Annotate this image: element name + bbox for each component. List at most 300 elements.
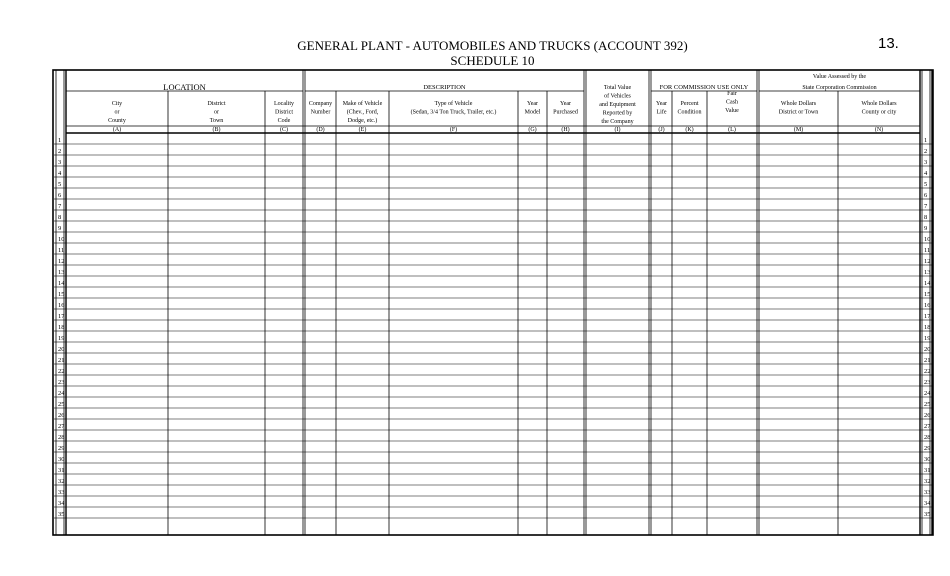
entry-cell-whole_dollars_county[interactable] [839, 167, 920, 177]
entry-cell-year_life[interactable] [652, 486, 672, 496]
entry-cell-city[interactable] [67, 387, 168, 397]
entry-cell-year_life[interactable] [652, 332, 672, 342]
entry-cell-district[interactable] [169, 431, 265, 441]
entry-cell-company[interactable] [306, 299, 336, 309]
entry-cell-make[interactable] [337, 255, 389, 265]
entry-cell-whole_dollars_district[interactable] [760, 189, 838, 199]
entry-cell-city[interactable] [67, 178, 168, 188]
entry-cell-make[interactable] [337, 431, 389, 441]
entry-cell-district[interactable] [169, 376, 265, 386]
entry-cell-year_life[interactable] [652, 365, 672, 375]
entry-cell-make[interactable] [337, 409, 389, 419]
entry-cell-year_purchased[interactable] [548, 464, 584, 474]
entry-cell-company[interactable] [306, 365, 336, 375]
entry-cell-year_model[interactable] [519, 442, 547, 452]
entry-cell-whole_dollars_county[interactable] [839, 244, 920, 254]
entry-cell-whole_dollars_district[interactable] [760, 508, 838, 518]
entry-cell-whole_dollars_district[interactable] [760, 409, 838, 419]
entry-cell-whole_dollars_district[interactable] [760, 167, 838, 177]
entry-cell-percent_condition[interactable] [673, 211, 707, 221]
entry-cell-percent_condition[interactable] [673, 266, 707, 276]
entry-cell-whole_dollars_district[interactable] [760, 244, 838, 254]
entry-cell-fair_cash[interactable] [708, 486, 757, 496]
entry-cell-year_life[interactable] [652, 288, 672, 298]
entry-cell-city[interactable] [67, 255, 168, 265]
entry-cell-percent_condition[interactable] [673, 134, 707, 144]
entry-cell-year_life[interactable] [652, 354, 672, 364]
entry-cell-year_purchased[interactable] [548, 189, 584, 199]
entry-cell-total_value[interactable] [587, 189, 649, 199]
entry-cell-locality[interactable] [266, 508, 303, 518]
entry-cell-locality[interactable] [266, 387, 303, 397]
entry-cell-type[interactable] [390, 233, 518, 243]
entry-cell-make[interactable] [337, 200, 389, 210]
entry-cell-year_life[interactable] [652, 376, 672, 386]
entry-cell-company[interactable] [306, 288, 336, 298]
entry-cell-percent_condition[interactable] [673, 354, 707, 364]
entry-cell-total_value[interactable] [587, 266, 649, 276]
entry-cell-whole_dollars_county[interactable] [839, 398, 920, 408]
entry-cell-company[interactable] [306, 508, 336, 518]
entry-cell-total_value[interactable] [587, 420, 649, 430]
entry-cell-whole_dollars_county[interactable] [839, 508, 920, 518]
entry-cell-make[interactable] [337, 156, 389, 166]
entry-cell-city[interactable] [67, 299, 168, 309]
entry-cell-company[interactable] [306, 420, 336, 430]
entry-cell-make[interactable] [337, 288, 389, 298]
entry-cell-percent_condition[interactable] [673, 222, 707, 232]
entry-cell-locality[interactable] [266, 211, 303, 221]
entry-cell-year_life[interactable] [652, 508, 672, 518]
entry-cell-percent_condition[interactable] [673, 431, 707, 441]
entry-cell-whole_dollars_district[interactable] [760, 310, 838, 320]
entry-cell-city[interactable] [67, 431, 168, 441]
entry-cell-locality[interactable] [266, 189, 303, 199]
entry-cell-locality[interactable] [266, 420, 303, 430]
entry-cell-company[interactable] [306, 442, 336, 452]
entry-cell-district[interactable] [169, 244, 265, 254]
entry-cell-year_purchased[interactable] [548, 266, 584, 276]
entry-cell-whole_dollars_county[interactable] [839, 222, 920, 232]
entry-cell-percent_condition[interactable] [673, 486, 707, 496]
entry-cell-city[interactable] [67, 420, 168, 430]
entry-cell-percent_condition[interactable] [673, 387, 707, 397]
entry-cell-district[interactable] [169, 321, 265, 331]
entry-cell-year_model[interactable] [519, 233, 547, 243]
entry-cell-year_model[interactable] [519, 211, 547, 221]
entry-cell-year_purchased[interactable] [548, 376, 584, 386]
entry-cell-whole_dollars_district[interactable] [760, 156, 838, 166]
entry-cell-type[interactable] [390, 134, 518, 144]
entry-cell-year_model[interactable] [519, 288, 547, 298]
entry-cell-percent_condition[interactable] [673, 475, 707, 485]
entry-cell-type[interactable] [390, 497, 518, 507]
entry-cell-year_model[interactable] [519, 255, 547, 265]
entry-cell-district[interactable] [169, 343, 265, 353]
entry-cell-district[interactable] [169, 354, 265, 364]
entry-cell-company[interactable] [306, 200, 336, 210]
entry-cell-fair_cash[interactable] [708, 398, 757, 408]
entry-cell-year_model[interactable] [519, 189, 547, 199]
entry-cell-percent_condition[interactable] [673, 420, 707, 430]
entry-cell-type[interactable] [390, 299, 518, 309]
entry-cell-fair_cash[interactable] [708, 211, 757, 221]
entry-cell-make[interactable] [337, 189, 389, 199]
entry-cell-make[interactable] [337, 145, 389, 155]
entry-cell-locality[interactable] [266, 178, 303, 188]
entry-cell-fair_cash[interactable] [708, 354, 757, 364]
entry-cell-whole_dollars_county[interactable] [839, 409, 920, 419]
entry-cell-year_model[interactable] [519, 321, 547, 331]
entry-cell-company[interactable] [306, 145, 336, 155]
entry-cell-year_model[interactable] [519, 376, 547, 386]
entry-cell-district[interactable] [169, 167, 265, 177]
entry-cell-whole_dollars_district[interactable] [760, 266, 838, 276]
entry-cell-company[interactable] [306, 211, 336, 221]
entry-cell-city[interactable] [67, 321, 168, 331]
entry-cell-fair_cash[interactable] [708, 156, 757, 166]
entry-cell-district[interactable] [169, 233, 265, 243]
entry-cell-whole_dollars_county[interactable] [839, 266, 920, 276]
entry-cell-year_model[interactable] [519, 486, 547, 496]
entry-cell-locality[interactable] [266, 442, 303, 452]
entry-cell-percent_condition[interactable] [673, 310, 707, 320]
entry-cell-percent_condition[interactable] [673, 145, 707, 155]
entry-cell-year_life[interactable] [652, 134, 672, 144]
entry-cell-whole_dollars_county[interactable] [839, 288, 920, 298]
entry-cell-company[interactable] [306, 233, 336, 243]
entry-cell-whole_dollars_county[interactable] [839, 178, 920, 188]
entry-cell-fair_cash[interactable] [708, 233, 757, 243]
entry-cell-make[interactable] [337, 222, 389, 232]
entry-cell-year_life[interactable] [652, 156, 672, 166]
entry-cell-city[interactable] [67, 486, 168, 496]
entry-cell-city[interactable] [67, 266, 168, 276]
entry-cell-make[interactable] [337, 178, 389, 188]
entry-cell-year_purchased[interactable] [548, 156, 584, 166]
entry-cell-year_model[interactable] [519, 167, 547, 177]
entry-cell-district[interactable] [169, 486, 265, 496]
entry-cell-make[interactable] [337, 464, 389, 474]
entry-cell-year_purchased[interactable] [548, 145, 584, 155]
entry-cell-company[interactable] [306, 321, 336, 331]
entry-cell-company[interactable] [306, 475, 336, 485]
entry-cell-fair_cash[interactable] [708, 409, 757, 419]
entry-cell-whole_dollars_county[interactable] [839, 233, 920, 243]
entry-cell-total_value[interactable] [587, 167, 649, 177]
entry-cell-type[interactable] [390, 310, 518, 320]
entry-cell-total_value[interactable] [587, 354, 649, 364]
entry-cell-year_life[interactable] [652, 387, 672, 397]
entry-cell-whole_dollars_district[interactable] [760, 365, 838, 375]
entry-cell-whole_dollars_district[interactable] [760, 475, 838, 485]
entry-cell-percent_condition[interactable] [673, 244, 707, 254]
entry-cell-whole_dollars_county[interactable] [839, 321, 920, 331]
entry-cell-district[interactable] [169, 332, 265, 342]
entry-cell-city[interactable] [67, 376, 168, 386]
entry-cell-percent_condition[interactable] [673, 321, 707, 331]
entry-cell-total_value[interactable] [587, 178, 649, 188]
entry-cell-whole_dollars_county[interactable] [839, 453, 920, 463]
entry-cell-year_model[interactable] [519, 387, 547, 397]
entry-cell-year_purchased[interactable] [548, 244, 584, 254]
entry-cell-company[interactable] [306, 464, 336, 474]
entry-cell-whole_dollars_county[interactable] [839, 431, 920, 441]
entry-cell-company[interactable] [306, 431, 336, 441]
entry-cell-locality[interactable] [266, 145, 303, 155]
entry-cell-whole_dollars_county[interactable] [839, 354, 920, 364]
entry-cell-year_purchased[interactable] [548, 178, 584, 188]
entry-cell-year_purchased[interactable] [548, 497, 584, 507]
entry-cell-whole_dollars_county[interactable] [839, 156, 920, 166]
entry-cell-whole_dollars_county[interactable] [839, 332, 920, 342]
entry-cell-locality[interactable] [266, 431, 303, 441]
entry-cell-whole_dollars_county[interactable] [839, 189, 920, 199]
entry-cell-whole_dollars_district[interactable] [760, 299, 838, 309]
entry-cell-year_model[interactable] [519, 398, 547, 408]
entry-cell-year_life[interactable] [652, 420, 672, 430]
entry-cell-year_purchased[interactable] [548, 409, 584, 419]
entry-cell-year_life[interactable] [652, 178, 672, 188]
entry-cell-fair_cash[interactable] [708, 266, 757, 276]
entry-cell-total_value[interactable] [587, 508, 649, 518]
entry-cell-city[interactable] [67, 222, 168, 232]
entry-cell-fair_cash[interactable] [708, 244, 757, 254]
entry-cell-total_value[interactable] [587, 299, 649, 309]
entry-cell-locality[interactable] [266, 497, 303, 507]
entry-cell-fair_cash[interactable] [708, 255, 757, 265]
entry-cell-percent_condition[interactable] [673, 189, 707, 199]
entry-cell-total_value[interactable] [587, 387, 649, 397]
entry-cell-type[interactable] [390, 266, 518, 276]
entry-cell-company[interactable] [306, 332, 336, 342]
entry-cell-year_life[interactable] [652, 222, 672, 232]
entry-cell-make[interactable] [337, 398, 389, 408]
entry-cell-total_value[interactable] [587, 431, 649, 441]
entry-cell-year_life[interactable] [652, 145, 672, 155]
entry-cell-fair_cash[interactable] [708, 321, 757, 331]
entry-cell-company[interactable] [306, 178, 336, 188]
entry-cell-make[interactable] [337, 453, 389, 463]
entry-cell-locality[interactable] [266, 409, 303, 419]
entry-cell-make[interactable] [337, 354, 389, 364]
entry-cell-percent_condition[interactable] [673, 398, 707, 408]
entry-cell-year_life[interactable] [652, 409, 672, 419]
entry-cell-year_model[interactable] [519, 354, 547, 364]
entry-cell-whole_dollars_district[interactable] [760, 277, 838, 287]
entry-cell-company[interactable] [306, 266, 336, 276]
entry-cell-whole_dollars_district[interactable] [760, 233, 838, 243]
entry-cell-type[interactable] [390, 211, 518, 221]
entry-cell-locality[interactable] [266, 343, 303, 353]
entry-cell-year_model[interactable] [519, 134, 547, 144]
entry-cell-whole_dollars_district[interactable] [760, 420, 838, 430]
entry-cell-year_model[interactable] [519, 420, 547, 430]
entry-cell-whole_dollars_district[interactable] [760, 200, 838, 210]
entry-cell-fair_cash[interactable] [708, 178, 757, 188]
entry-cell-make[interactable] [337, 244, 389, 254]
entry-cell-make[interactable] [337, 376, 389, 386]
entry-cell-type[interactable] [390, 398, 518, 408]
entry-cell-locality[interactable] [266, 310, 303, 320]
entry-cell-locality[interactable] [266, 332, 303, 342]
entry-cell-year_purchased[interactable] [548, 420, 584, 430]
entry-cell-type[interactable] [390, 409, 518, 419]
entry-cell-company[interactable] [306, 134, 336, 144]
entry-cell-type[interactable] [390, 167, 518, 177]
entry-cell-total_value[interactable] [587, 145, 649, 155]
entry-cell-year_purchased[interactable] [548, 486, 584, 496]
entry-cell-total_value[interactable] [587, 442, 649, 452]
entry-cell-company[interactable] [306, 244, 336, 254]
entry-cell-type[interactable] [390, 244, 518, 254]
entry-cell-year_model[interactable] [519, 475, 547, 485]
entry-cell-whole_dollars_district[interactable] [760, 145, 838, 155]
entry-cell-total_value[interactable] [587, 134, 649, 144]
entry-cell-whole_dollars_district[interactable] [760, 288, 838, 298]
entry-cell-year_purchased[interactable] [548, 277, 584, 287]
entry-cell-year_purchased[interactable] [548, 508, 584, 518]
entry-cell-fair_cash[interactable] [708, 310, 757, 320]
entry-cell-make[interactable] [337, 365, 389, 375]
entry-cell-type[interactable] [390, 365, 518, 375]
entry-cell-fair_cash[interactable] [708, 288, 757, 298]
entry-cell-locality[interactable] [266, 376, 303, 386]
entry-cell-total_value[interactable] [587, 321, 649, 331]
entry-cell-locality[interactable] [266, 255, 303, 265]
entry-cell-city[interactable] [67, 398, 168, 408]
entry-cell-city[interactable] [67, 464, 168, 474]
entry-cell-whole_dollars_county[interactable] [839, 299, 920, 309]
entry-cell-percent_condition[interactable] [673, 464, 707, 474]
entry-cell-company[interactable] [306, 453, 336, 463]
entry-cell-type[interactable] [390, 354, 518, 364]
entry-cell-whole_dollars_district[interactable] [760, 398, 838, 408]
entry-cell-year_purchased[interactable] [548, 222, 584, 232]
entry-cell-total_value[interactable] [587, 486, 649, 496]
entry-cell-percent_condition[interactable] [673, 167, 707, 177]
entry-cell-company[interactable] [306, 497, 336, 507]
entry-cell-year_life[interactable] [652, 266, 672, 276]
entry-cell-type[interactable] [390, 156, 518, 166]
entry-cell-year_model[interactable] [519, 431, 547, 441]
entry-cell-year_purchased[interactable] [548, 365, 584, 375]
entry-cell-total_value[interactable] [587, 464, 649, 474]
entry-cell-year_model[interactable] [519, 200, 547, 210]
entry-cell-company[interactable] [306, 222, 336, 232]
entry-cell-year_model[interactable] [519, 365, 547, 375]
entry-cell-percent_condition[interactable] [673, 255, 707, 265]
entry-cell-city[interactable] [67, 497, 168, 507]
entry-cell-city[interactable] [67, 442, 168, 452]
entry-cell-total_value[interactable] [587, 332, 649, 342]
entry-cell-district[interactable] [169, 299, 265, 309]
entry-cell-year_purchased[interactable] [548, 453, 584, 463]
entry-cell-whole_dollars_county[interactable] [839, 145, 920, 155]
entry-cell-total_value[interactable] [587, 156, 649, 166]
entry-cell-percent_condition[interactable] [673, 497, 707, 507]
entry-cell-type[interactable] [390, 178, 518, 188]
entry-cell-make[interactable] [337, 332, 389, 342]
entry-cell-locality[interactable] [266, 453, 303, 463]
entry-cell-company[interactable] [306, 343, 336, 353]
entry-cell-percent_condition[interactable] [673, 277, 707, 287]
entry-cell-year_model[interactable] [519, 299, 547, 309]
entry-cell-year_life[interactable] [652, 453, 672, 463]
entry-cell-district[interactable] [169, 365, 265, 375]
entry-cell-make[interactable] [337, 497, 389, 507]
entry-cell-locality[interactable] [266, 321, 303, 331]
entry-cell-district[interactable] [169, 277, 265, 287]
entry-cell-year_purchased[interactable] [548, 431, 584, 441]
entry-cell-city[interactable] [67, 277, 168, 287]
entry-cell-fair_cash[interactable] [708, 167, 757, 177]
entry-cell-percent_condition[interactable] [673, 453, 707, 463]
entry-cell-type[interactable] [390, 420, 518, 430]
entry-cell-whole_dollars_county[interactable] [839, 211, 920, 221]
entry-cell-district[interactable] [169, 475, 265, 485]
entry-cell-whole_dollars_district[interactable] [760, 222, 838, 232]
entry-cell-percent_condition[interactable] [673, 343, 707, 353]
entry-cell-year_model[interactable] [519, 343, 547, 353]
entry-cell-city[interactable] [67, 365, 168, 375]
entry-cell-total_value[interactable] [587, 277, 649, 287]
entry-cell-total_value[interactable] [587, 200, 649, 210]
entry-cell-year_purchased[interactable] [548, 167, 584, 177]
entry-cell-whole_dollars_district[interactable] [760, 178, 838, 188]
entry-cell-make[interactable] [337, 299, 389, 309]
entry-cell-company[interactable] [306, 189, 336, 199]
entry-cell-whole_dollars_district[interactable] [760, 211, 838, 221]
entry-cell-year_model[interactable] [519, 244, 547, 254]
entry-cell-year_life[interactable] [652, 398, 672, 408]
entry-cell-total_value[interactable] [587, 475, 649, 485]
entry-cell-whole_dollars_district[interactable] [760, 453, 838, 463]
entry-cell-district[interactable] [169, 442, 265, 452]
entry-cell-total_value[interactable] [587, 365, 649, 375]
entry-cell-city[interactable] [67, 354, 168, 364]
entry-cell-year_life[interactable] [652, 255, 672, 265]
entry-cell-locality[interactable] [266, 244, 303, 254]
entry-cell-fair_cash[interactable] [708, 332, 757, 342]
entry-cell-total_value[interactable] [587, 497, 649, 507]
entry-cell-year_purchased[interactable] [548, 354, 584, 364]
entry-cell-type[interactable] [390, 321, 518, 331]
entry-cell-fair_cash[interactable] [708, 453, 757, 463]
entry-cell-total_value[interactable] [587, 409, 649, 419]
entry-cell-year_purchased[interactable] [548, 398, 584, 408]
entry-cell-year_model[interactable] [519, 508, 547, 518]
entry-cell-district[interactable] [169, 222, 265, 232]
entry-cell-year_life[interactable] [652, 299, 672, 309]
entry-cell-total_value[interactable] [587, 211, 649, 221]
entry-cell-city[interactable] [67, 145, 168, 155]
entry-cell-company[interactable] [306, 255, 336, 265]
entry-cell-make[interactable] [337, 233, 389, 243]
entry-cell-district[interactable] [169, 310, 265, 320]
entry-cell-fair_cash[interactable] [708, 277, 757, 287]
entry-cell-company[interactable] [306, 354, 336, 364]
entry-cell-district[interactable] [169, 409, 265, 419]
entry-cell-type[interactable] [390, 387, 518, 397]
entry-cell-total_value[interactable] [587, 233, 649, 243]
entry-cell-type[interactable] [390, 453, 518, 463]
entry-cell-fair_cash[interactable] [708, 134, 757, 144]
entry-cell-district[interactable] [169, 134, 265, 144]
entry-cell-whole_dollars_district[interactable] [760, 442, 838, 452]
entry-cell-district[interactable] [169, 266, 265, 276]
entry-cell-year_life[interactable] [652, 167, 672, 177]
